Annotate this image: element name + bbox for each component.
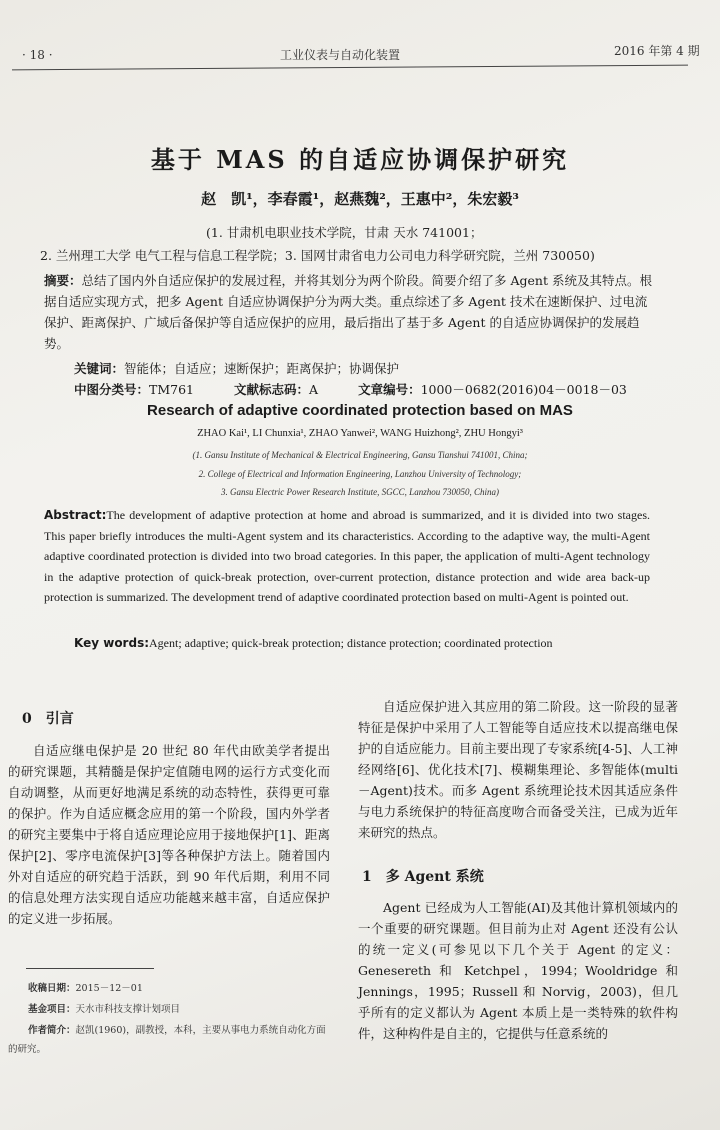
section-1-heading: 1 多 Agent 系统	[362, 869, 484, 885]
abstract-cn-label: 摘要：	[44, 273, 82, 288]
footnote-rule	[26, 968, 154, 969]
english-affiliation-3: 3. Gansu Electric Power Research Institute, SGCC, Lanzhou 730050, China)	[221, 487, 499, 497]
english-authors: ZHAO Kai¹, LI Chunxia¹, ZHAO Yanwei², WANG Huizhong², ZHU Hongyi³	[197, 428, 523, 439]
section-0-heading: 0 引言	[22, 711, 74, 727]
keywords-cn-label: 关键词：	[74, 361, 125, 376]
keywords-en	[74, 633, 553, 654]
left-column-body: 自适应继电保护是 20 世纪 80 年代由欧美学者提出的研究课题，其精髓是保护定值随电网的运行方式变化而自动调整，从而更好地满足系统的动态特性，获得更可靠的保护。作为自适应概念应用的第一个阶段，国内外学者的研究主要集中于将自适应理论应用于接地保护[1]、距离保护[2]、零序电流保护[3]等各种保护方法上。随着国内外对自适应的研究趋于活跃，到 90 年代后期，利用不同的信息处理方法实现自适应功能越来越丰富，自适应保护的定义进一步拓展。	[8, 743, 330, 926]
affiliation-line-1: (1. 甘肃机电职业技术学院，甘肃 天水 741001；	[206, 225, 483, 240]
page-number: · 18 ·	[22, 48, 53, 62]
english-affiliation-1: (1. Gansu Institute of Mechanical & Electrical Engineering, Gansu Tianshui 741001, China;	[192, 450, 528, 460]
header-rule	[12, 65, 688, 71]
doc-code-label: 文献标志码：	[234, 382, 310, 397]
footnote-author: 作者简介：赵凯(1960)，副教授，本科，主要从事电力系统自动化方面的研究。	[8, 1025, 326, 1055]
keywords-en-label: Key words:	[74, 636, 150, 650]
english-title: Research of adaptive coordinated protection based on MAS	[147, 402, 573, 419]
author-list: 赵 凯¹，李春霞¹，赵燕魏²，王惠中²，朱宏毅³	[201, 190, 519, 208]
right-column-para-2: Agent 已经成为人工智能(AI)及其他计算机领域内的一个重要的研究课题。但目前为止对 Agent 还没有公认的统一定义(可参见以下几个关于 Agent 的定义：Genesereth 和 Ketchpel，1994；Wooldridge 和 Jennings，1995；Russell 和 Norvig，2003)，但几乎所有的定义都认为 Agent 本质上是一类特殊的软件构件，这种构件是自主的，它提供与任意系统的	[358, 900, 678, 1041]
english-affiliation-2: 2. College of Electrical and Information Engineering, Lanzhou University of Technology;	[198, 469, 522, 479]
abstract-en-label: Abstract:	[44, 508, 107, 522]
paper-title: 基于 MAS 的自适应协调保护研究	[150, 145, 570, 174]
keywords-en-text: Agent; adaptive; quick-break protection; distance protection; coordinated protection	[149, 636, 553, 650]
abstract-cn	[44, 270, 656, 354]
abstract-en	[44, 505, 650, 608]
issue-label: 2016 年第 4 期	[614, 44, 700, 58]
clc-value: TM761	[149, 382, 195, 397]
abstract-en-text: The development of adaptive protection at home and abroad is summarized, and it is divided into two stages. This paper briefly introduces the multi-Agent system and its characteristics. According to the adaptive way, the multi-Agent adaptive coordinated protection is divided into two broad categories. In this paper, the application of multi-Agent technology in the adaptive protection of quick-break protection, over-current protection, distance protection and wide area back-up protection is summarized. The development trend of adaptive coordinated protection based on multi-Agent is pointed out.	[44, 508, 650, 605]
keywords-cn	[74, 358, 399, 379]
article-no-value: 1000－0682(2016)04－0018－03	[420, 382, 627, 397]
journal-name: 工业仪表与自动化装置	[280, 48, 401, 62]
article-no-label: 文章编号：	[358, 382, 421, 397]
clc-label: 中图分类号：	[74, 382, 150, 397]
abstract-cn-text: 总结了国内外自适应保护的发展过程，并将其划分为两个阶段。简要介绍了多 Agent 系统及其特点。根据自适应实现方式，把多 Agent 自适应协调保护分为两大类。重点综述了多 Agent 技术在速断保护、过电流保护、距离保护、广域后备保护等自适应保护的应用，最后指出了基于多 Agent 的自适应协调保护的发展趋势。	[44, 273, 652, 351]
keywords-cn-text: 智能体；自适应；速断保护；距离保护；协调保护	[124, 361, 400, 376]
affiliation-line-2: 2. 兰州理工大学 电气工程与信息工程学院；3. 国网甘肃省电力公司电力科学研究院，兰州 730050)	[40, 248, 595, 263]
classification-line	[74, 379, 627, 400]
doc-code-value: A	[309, 382, 319, 397]
footnote-fund: 基金项目：天水市科技支撑计划项目	[28, 1004, 181, 1015]
right-column-para-1: 自适应保护进入其应用的第二阶段。这一阶段的显著特征是保护中采用了人工智能等自适应技术以提高继电保护的自适应能力。目前主要出现了专家系统[4-5]、人工神经网络[6]、优化技术[7]、模糊集理论、多智能体(multi－Agent)技术。而多 Agent 系统理论技术因其适应条件与电力系统保护的特征高度吻合而备受关注，已成为近年来研究的热点。	[358, 699, 678, 840]
footnote-received: 收稿日期：2015－12－01	[28, 983, 143, 994]
